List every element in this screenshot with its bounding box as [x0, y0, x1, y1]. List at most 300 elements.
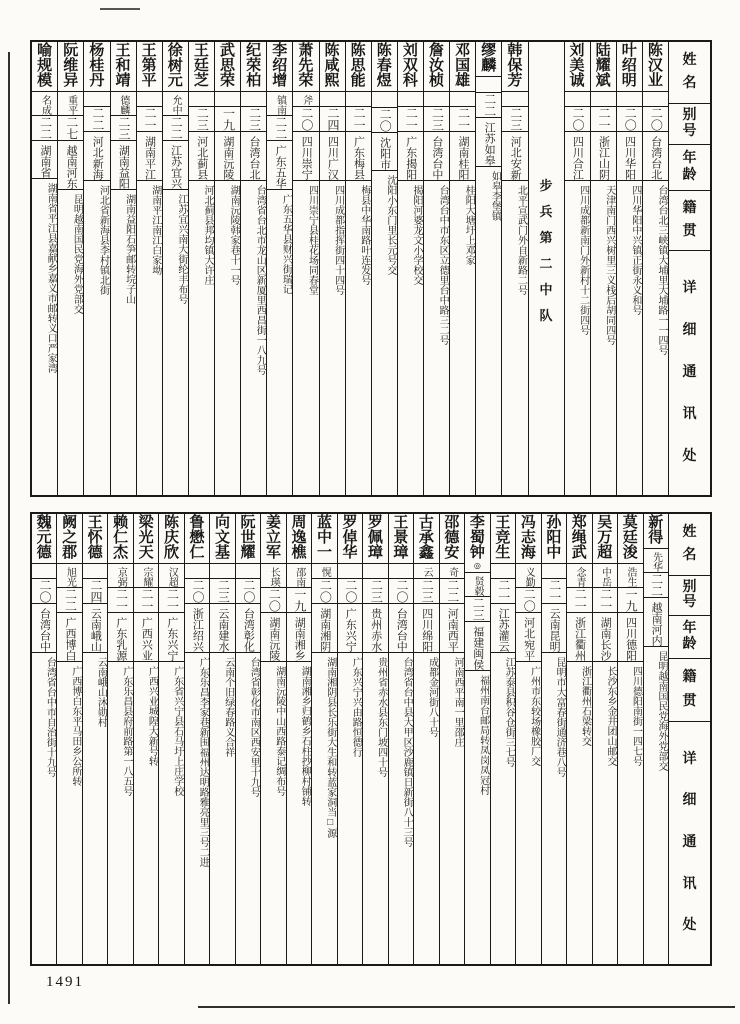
native-place-text: 台湾彰化	[242, 607, 255, 652]
address-cell	[567, 662, 591, 964]
alias-cell	[476, 77, 501, 93]
alias-cell	[137, 92, 162, 107]
address-cell	[414, 653, 438, 964]
person-name: 陈 汉 业	[643, 42, 668, 92]
age-text: 二二	[482, 92, 497, 117]
person-column	[311, 514, 336, 964]
address-cell	[372, 171, 397, 495]
address-text: 福州南台邮局转凤岗凤冠村	[477, 675, 489, 795]
header-age-label: 年 龄	[669, 145, 710, 191]
address-text: 如皋李堡镇	[489, 170, 501, 221]
native-place-text: 越南河内	[650, 602, 663, 646]
address-text: 广西博白东平马田乡公所转	[69, 666, 81, 786]
address-text: 台湾省台中市自治街十九号	[44, 656, 56, 777]
age-cell	[643, 107, 668, 132]
age-text: 二二	[169, 116, 184, 140]
age-cell	[389, 579, 413, 604]
age-text: 二一	[143, 107, 158, 132]
native-place-cell	[287, 613, 311, 662]
address-text: 四川成都指挥街四十四号	[332, 185, 344, 296]
alias-cell	[293, 92, 318, 107]
address-cell	[57, 662, 81, 964]
age-text: 二三	[116, 116, 131, 140]
person-column	[110, 42, 136, 495]
address-cell	[185, 653, 209, 964]
alias-text: 先华	[650, 552, 662, 572]
native-place-cell	[108, 613, 132, 662]
native-place-cell	[32, 141, 57, 179]
age-text: 二一	[404, 107, 419, 132]
age-text: 二〇	[522, 588, 537, 612]
native-place-text: 湖南省	[39, 145, 51, 178]
native-place-cell	[398, 132, 423, 181]
person-name: 王 第 平	[137, 42, 162, 92]
alias-cell	[424, 92, 449, 107]
age-text: 二〇	[649, 107, 664, 132]
age-text: 二三	[471, 597, 486, 621]
native-place-text: 浙江绍兴	[191, 607, 204, 652]
age-text: 二〇	[378, 107, 393, 132]
person-name: 陈 庆 欣	[159, 514, 183, 564]
address-cell	[363, 653, 387, 964]
native-place-cell	[134, 613, 158, 662]
address-text: 浙江衢州石梁转交	[579, 666, 591, 746]
age-text: 二一	[139, 588, 154, 612]
alias-cell	[591, 92, 616, 107]
native-place-text: 河北新海	[91, 136, 104, 181]
person-column	[541, 514, 566, 964]
native-place-cell	[346, 132, 371, 181]
age-text: 二〇	[570, 107, 585, 132]
native-place-text: 河北宛平	[522, 617, 535, 661]
alias-cell	[261, 564, 285, 588]
age-text: 二〇	[394, 578, 409, 603]
person-column	[413, 514, 438, 964]
address-text: 昆明越南国民党海外党部交	[71, 194, 83, 314]
native-place-text: 河北蓟县	[195, 136, 208, 181]
person-column	[83, 42, 109, 495]
address-cell	[84, 181, 109, 495]
age-text: 二〇	[38, 578, 53, 603]
native-place-text: 浙江山阴	[597, 136, 610, 181]
native-place-cell	[389, 604, 413, 653]
person-name: 刘 美 诚	[565, 42, 590, 92]
person-name: 刘 双 科	[398, 42, 423, 92]
person-column	[56, 514, 81, 964]
native-place-text: 河南西平	[446, 607, 459, 652]
address-text: 长沙东乡金井团山邮交	[605, 666, 617, 766]
person-column	[388, 514, 413, 964]
person-column	[397, 42, 423, 495]
person-name: 李 绍 增	[267, 42, 292, 92]
native-place-cell	[424, 132, 449, 181]
alias-cell	[398, 92, 423, 107]
header-name-label: 姓 名	[669, 42, 710, 104]
person-column	[592, 514, 617, 964]
person-name: 新 得	[644, 514, 668, 549]
alias-cell	[312, 564, 336, 579]
age-text: 二二	[649, 573, 664, 597]
age-cell	[617, 107, 642, 132]
alias-text: 义勤	[523, 567, 535, 587]
address-cell	[210, 653, 234, 964]
native-place-cell	[236, 604, 260, 653]
age-cell	[57, 588, 81, 613]
address-text: 云南个旧绿春路义合祥	[222, 656, 234, 757]
address-cell	[465, 671, 489, 964]
address-text: 揭阳河婆龙文小学校交	[411, 185, 422, 286]
person-name: 阮 世 耀	[236, 514, 260, 564]
native-place-text: 沈阳市	[378, 136, 391, 170]
person-name: 陈 春 煜	[372, 42, 397, 92]
address-cell	[159, 662, 183, 964]
address-cell	[643, 181, 668, 495]
page-number: 1491	[46, 974, 84, 990]
person-column	[286, 514, 311, 964]
alias-text: 允中	[170, 95, 182, 115]
header-alias-label: 别 号	[669, 104, 710, 145]
alias-cell	[108, 564, 132, 588]
address-text: 昆明市大富春街通济巷八号	[554, 656, 566, 777]
age-text: 二三	[369, 578, 384, 603]
age-text: 二一	[456, 107, 471, 132]
native-place-cell	[84, 132, 109, 181]
person-name: 姜 立 军	[261, 514, 285, 564]
age-cell	[312, 579, 336, 604]
age-text: 二三	[247, 107, 262, 132]
native-place-text: 广西博白	[63, 617, 76, 661]
age-cell	[236, 579, 260, 604]
native-place-cell	[372, 133, 397, 171]
native-place-text: 四川华阳	[623, 136, 636, 181]
age-cell	[516, 588, 540, 613]
address-text: 台湾省彰化市南区西安里十九号	[248, 656, 260, 797]
alias-cell	[542, 564, 566, 579]
age-cell	[108, 588, 132, 613]
person-column	[188, 42, 214, 495]
age-cell	[591, 107, 616, 132]
header-column	[668, 514, 710, 964]
address-cell	[346, 181, 371, 495]
person-name: 罗 佩 璋	[363, 514, 387, 564]
address-text: 湖南湘阴县长乐街大生和转蓝家洞当□源	[324, 656, 336, 838]
person-name: 蓝 中 一	[312, 514, 336, 564]
age-cell	[287, 588, 311, 613]
person-name: 莫 廷 浚	[618, 514, 642, 564]
alias-cell	[159, 564, 183, 588]
age-cell	[618, 588, 642, 613]
header-address-label: 详 细 通 讯 处	[682, 281, 697, 464]
native-place-cell	[617, 132, 642, 181]
person-name: 向 文 基	[210, 514, 234, 564]
age-text: 二〇	[267, 588, 282, 612]
person-name: 王 和 靖	[111, 42, 136, 92]
person-name: 纪 荣 柏	[241, 42, 266, 92]
native-place-text: 湖南湘乡	[293, 617, 306, 661]
address-cell	[163, 190, 188, 495]
person-name: 阙 之 郡	[57, 514, 81, 564]
person-column	[439, 514, 464, 964]
alias-text: 重平	[65, 95, 77, 115]
alias-text: 贤毂	[472, 576, 484, 596]
age-text: 二〇	[623, 107, 638, 132]
native-place-text: 福建闽侯	[471, 626, 484, 670]
native-place-text: 湖南沅陵	[221, 136, 234, 181]
address-text: 云南峨山沐勋村	[95, 656, 107, 727]
header-age-label: 年 龄	[669, 616, 710, 659]
native-place-cell	[338, 604, 362, 653]
native-place-cell	[261, 613, 285, 662]
age-text: 二一	[165, 588, 180, 612]
person-column	[564, 42, 590, 495]
native-place-text: 广东梅县	[352, 136, 365, 181]
native-place-cell	[58, 141, 83, 190]
person-name: 赖 仁 杰	[108, 514, 132, 564]
person-column	[162, 42, 188, 495]
age-text: 一九	[292, 588, 307, 612]
person-name: 陈 思 能	[346, 42, 371, 92]
address-text: 台湾台中市东区立德里台中路三二号	[437, 185, 449, 346]
native-place-cell	[440, 604, 464, 653]
native-place-text: 广西兴业	[140, 617, 153, 661]
person-column	[209, 514, 234, 964]
person-name: 罗 倬 华	[338, 514, 362, 564]
alias-cell	[338, 564, 362, 579]
alias-cell	[111, 92, 136, 116]
address-cell	[241, 181, 266, 495]
person-column	[133, 514, 158, 964]
age-text: 二七	[64, 116, 79, 140]
address-text: 天津南门西兴树里三义栈后胡同四号	[603, 185, 615, 346]
age-text: 二〇	[318, 578, 333, 603]
age-cell	[159, 588, 183, 613]
age-text: 一九	[624, 588, 639, 612]
age-text: 二四	[89, 578, 103, 603]
header-column	[668, 42, 710, 495]
alias-cell	[57, 564, 81, 588]
alias-text: 中岳	[599, 567, 611, 587]
age-text: 二三	[430, 107, 445, 132]
header-native-label: 籍 贯	[669, 191, 710, 251]
native-place-text: 四川合江	[571, 136, 584, 181]
age-cell	[163, 116, 188, 141]
native-place-cell	[502, 132, 527, 181]
address-cell	[83, 653, 107, 964]
person-name: 陈 咸 熙	[320, 42, 345, 92]
person-name: 王 景 璋	[389, 514, 413, 564]
native-place-text: 湖南益阳	[117, 145, 130, 189]
person-column	[643, 514, 668, 964]
alias-text: 邵南	[293, 567, 305, 587]
age-cell	[465, 597, 489, 622]
address-text: 四川德阳南街一四七号	[630, 666, 642, 766]
age-text: 二一	[114, 588, 129, 612]
person-name: 周 逸 樵	[287, 514, 311, 564]
address-text: 台湾省台中县大甲区沙鹿镇日新街八十三号	[401, 656, 413, 847]
person-column	[617, 514, 642, 964]
address-text: 台湾省台北市龙山区新厦里西昌街一八九号	[254, 185, 266, 376]
native-place-text: 四川崇宁	[300, 136, 313, 181]
alias-cell	[346, 92, 371, 107]
address-text: 河北省新海县李村镇北街	[97, 185, 109, 296]
address-cell	[502, 181, 527, 495]
scan-artifact-bottom-line	[198, 1006, 735, 1008]
age-cell	[32, 116, 57, 141]
native-place-text: 台湾台北	[649, 136, 662, 181]
person-name: 冯 志 海	[516, 514, 540, 564]
age-cell	[293, 107, 318, 132]
scan-artifact-dash	[100, 8, 140, 10]
address-text: 昆明越南国民党海外党部交	[656, 651, 667, 771]
address-text: 贵州省赤水县东门坡四十号	[375, 656, 387, 777]
address-cell	[312, 653, 336, 964]
age-text: 二一	[547, 578, 562, 603]
alias-cell	[236, 564, 260, 579]
native-place-cell	[465, 622, 489, 671]
native-place-cell	[267, 141, 292, 190]
age-cell	[261, 588, 285, 613]
age-cell	[134, 588, 158, 613]
native-place-cell	[185, 604, 209, 653]
native-place-cell	[189, 132, 214, 181]
native-place-text: 四川绵阳	[420, 607, 433, 652]
person-name: 梁 光 天	[134, 514, 158, 564]
address-cell	[491, 653, 515, 964]
alias-cell	[32, 564, 56, 579]
alias-cell	[414, 564, 438, 579]
alias-cell	[618, 564, 642, 588]
native-place-cell	[293, 132, 318, 181]
native-place-cell	[241, 132, 266, 181]
person-name: 詹 汝 桢	[424, 42, 449, 92]
address-text: 广西兴业城隍大新号转	[146, 666, 158, 766]
address-text: 广东乐昌县府前路第一八五号	[120, 666, 132, 796]
alias-cell	[163, 92, 188, 116]
alias-text: 宗耀	[140, 567, 152, 587]
alias-cell	[83, 564, 107, 579]
address-cell	[618, 662, 642, 964]
alias-text: 云	[421, 567, 433, 577]
age-cell	[267, 116, 292, 141]
age-cell	[320, 107, 345, 132]
age-cell	[241, 107, 266, 132]
person-name: 邵 德 安	[440, 514, 464, 564]
age-cell	[137, 107, 162, 132]
address-text: 北平宣武门外自新路二号	[515, 185, 527, 296]
address-cell	[542, 653, 566, 964]
age-text: 二三	[420, 578, 435, 603]
person-column	[82, 514, 107, 964]
age-text: 二一	[598, 588, 613, 612]
header-alias-label: 别 号	[669, 576, 710, 616]
address-cell	[320, 181, 345, 495]
person-column	[337, 514, 362, 964]
age-cell	[210, 579, 234, 604]
address-cell	[108, 662, 132, 964]
native-place-cell	[363, 604, 387, 653]
address-text: 湖南沅陵韩家巷十一号	[228, 185, 240, 286]
alias-cell	[502, 92, 527, 107]
age-cell	[424, 107, 449, 132]
age-cell	[414, 579, 438, 604]
age-cell	[58, 116, 83, 141]
age-text: 二三	[216, 578, 231, 603]
person-column	[107, 514, 132, 964]
alias-cell	[372, 92, 397, 108]
address-text: 台湾台北三峡镇大埔里大埔路一一四号	[656, 185, 667, 356]
native-place-cell	[593, 613, 617, 662]
header-address-label: 详 细 通 讯 处	[682, 751, 697, 934]
native-place-cell	[215, 132, 240, 181]
address-text: 江苏宜兴南大街纶丰布号	[175, 194, 187, 304]
person-name: 古 承 鑫	[414, 514, 438, 564]
age-cell	[346, 107, 371, 132]
native-place-text: 越南河东	[65, 145, 78, 189]
address-text: 湖南平江南江白家坳	[149, 185, 161, 276]
age-text: 二四	[325, 107, 340, 132]
person-name: 邓 国 雄	[450, 42, 475, 92]
native-place-cell	[137, 132, 162, 181]
age-cell	[593, 588, 617, 613]
person-column	[642, 42, 668, 495]
person-column	[32, 42, 57, 495]
person-name: 杨 桂 丹	[84, 42, 109, 92]
alias-cell	[389, 564, 413, 579]
alias-cell	[644, 549, 668, 573]
person-name: 缪 麟	[476, 42, 501, 77]
alias-text: 念青	[574, 567, 586, 587]
address-cell	[215, 181, 240, 495]
native-place-cell	[542, 604, 566, 653]
native-place-cell	[57, 613, 81, 662]
native-place-cell	[567, 613, 591, 662]
alias-cell	[241, 92, 266, 107]
native-place-cell	[516, 613, 540, 662]
age-cell	[567, 588, 591, 613]
person-name: 喻 规 模	[32, 42, 57, 92]
native-place-text: 河北安新	[509, 136, 522, 181]
alias-cell	[185, 564, 209, 579]
address-text: 四川崇宁县桂花场同春堂	[306, 185, 318, 296]
native-place-text: 江苏灌云	[497, 607, 510, 652]
native-place-cell	[163, 141, 188, 190]
alias-cell	[567, 564, 591, 588]
person-column	[449, 42, 475, 495]
native-place-cell	[312, 604, 336, 653]
age-text: 二〇	[241, 578, 256, 603]
age-cell	[440, 579, 464, 604]
age-text: 二二	[273, 116, 288, 140]
address-text: 河北蓟县邦均镇大许庄	[202, 185, 213, 286]
roster-table-bottom	[30, 512, 712, 966]
native-place-text: 台湾台中	[38, 607, 51, 652]
age-cell	[542, 579, 566, 604]
person-column	[515, 514, 540, 964]
age-cell	[185, 579, 209, 604]
person-column	[616, 42, 642, 495]
person-column	[423, 42, 449, 495]
address-cell	[591, 181, 616, 495]
roster-table-top	[30, 40, 712, 497]
person-column	[371, 42, 397, 495]
address-text: 广东省兴宁县石马圩上庄学校	[171, 666, 183, 796]
age-text: 二一	[496, 578, 511, 603]
age-cell	[644, 573, 668, 598]
alias-cell	[465, 573, 489, 597]
person-column	[590, 42, 616, 495]
person-column	[266, 42, 292, 495]
alias-text: 愰	[319, 567, 331, 577]
